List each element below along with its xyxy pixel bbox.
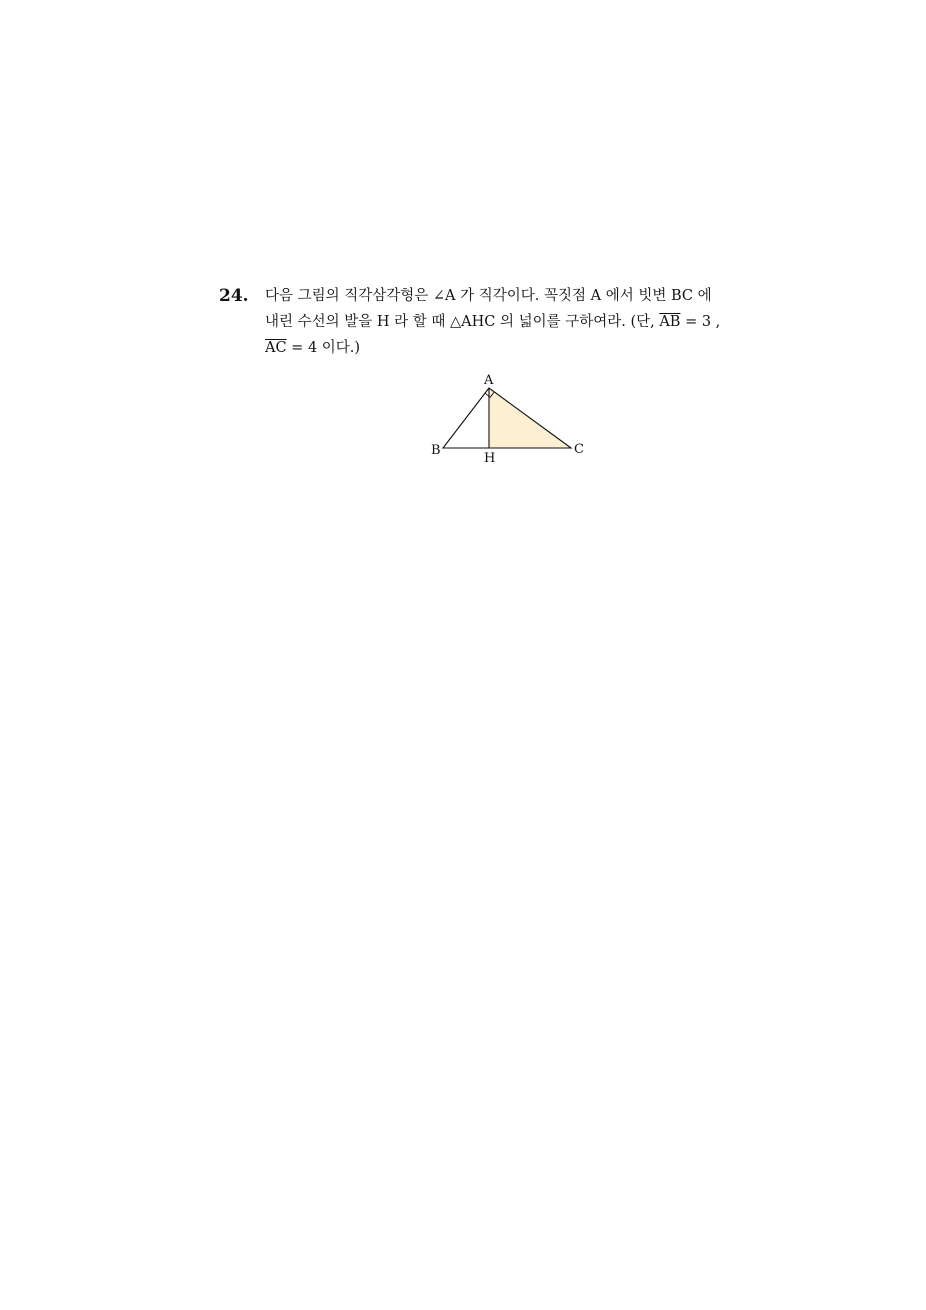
segment-ac: $\overline{AC}$ [265, 340, 287, 356]
label-b: B [431, 443, 441, 458]
problem-line-2-prefix: 내린 수선의 발을 H 라 할 때 △AHC 의 넓이를 구하여라. (단, [265, 314, 660, 330]
label-c: C [574, 442, 584, 457]
segment-ab: $\overline{AB}$ [659, 314, 681, 330]
segment-ab-value: = 3 , [680, 314, 721, 330]
problem-number: 24. [219, 286, 249, 306]
problem-line-2 [265, 309, 765, 335]
problem-line-1: 다음 그림의 직각삼각형은 ∠A 가 직각이다. 꼭짓점 A 에서 빗변 BC 에 [265, 288, 712, 304]
segment-ac-value: = 4 이다.) [286, 340, 361, 356]
triangle-figure [425, 368, 595, 468]
problem-text [265, 283, 765, 361]
label-h: H [484, 451, 496, 466]
label-a: A [484, 373, 494, 388]
problem-line-3 [265, 335, 765, 361]
triangle-svg [425, 368, 595, 468]
